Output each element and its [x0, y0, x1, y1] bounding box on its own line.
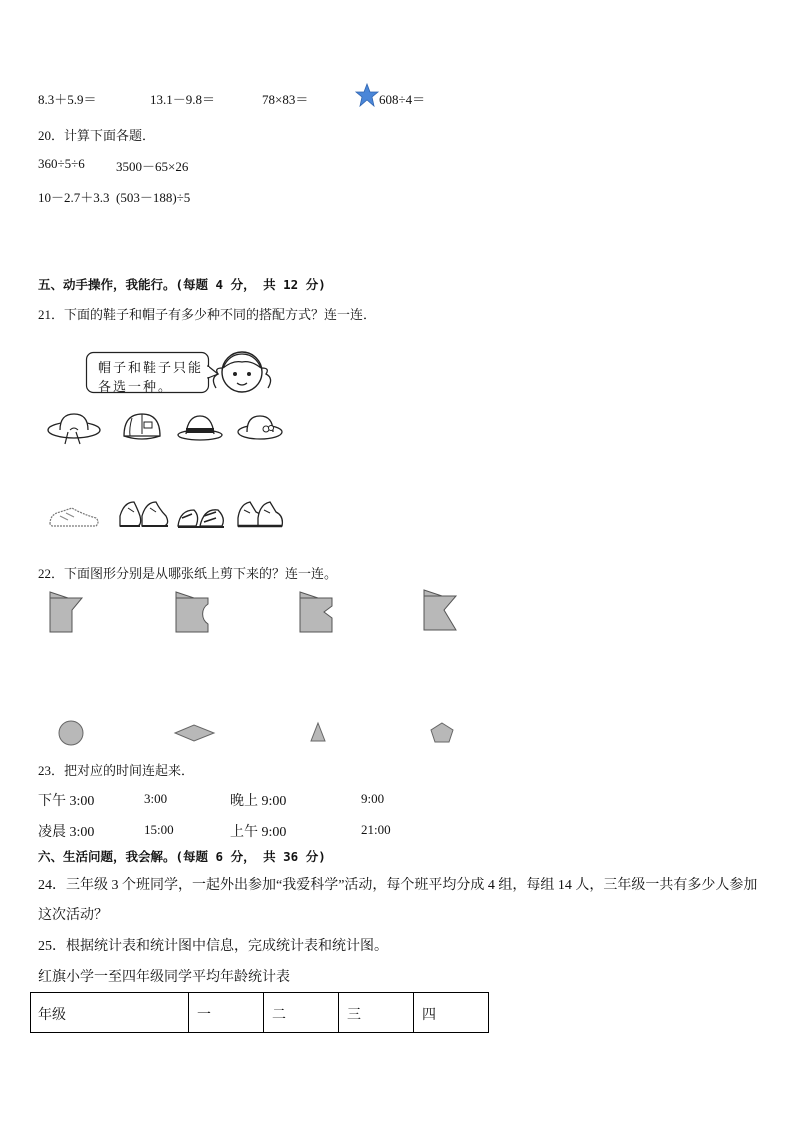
- rhombus-shape: [174, 724, 216, 744]
- time-label: 晚上 9:00: [230, 794, 287, 809]
- table-header-cell: 四: [422, 1008, 436, 1023]
- table-header-cell: 三: [347, 1008, 361, 1023]
- q22-title: 22．下面图形分别是从哪张纸上剪下来的？连一连。: [38, 566, 338, 581]
- q25-title: 25．根据统计表和统计图中信息，完成统计表和统计图。: [38, 939, 388, 954]
- hat-icon-flower-hat: [236, 410, 284, 444]
- hat-icon-fedora: [176, 413, 224, 443]
- shoe-icon-boots: [116, 496, 172, 532]
- time-label: 3:00: [144, 791, 168, 806]
- q20-title: 20．计算下面各题．: [38, 128, 156, 143]
- q20-expr-4: (503－188)÷5: [116, 190, 191, 205]
- section-5-heading: 五、动手操作，我能行。(每题 4 分， 共 12 分): [38, 277, 326, 292]
- triangle-shape: [310, 722, 328, 744]
- circle-shape: [58, 720, 86, 748]
- shoe-icon-hiking-boots: [234, 496, 284, 532]
- expr-subtract: 13.1－9.8＝: [150, 92, 216, 107]
- time-label: 15:00: [144, 822, 174, 837]
- time-label: 21:00: [361, 822, 391, 837]
- time-label: 凌晨 3:00: [38, 825, 95, 840]
- hat-icon-cap: [118, 410, 164, 446]
- expr-divide: 608÷4＝: [379, 92, 426, 107]
- time-label: 下午 3:00: [38, 794, 95, 809]
- paper-cut-1: [48, 590, 86, 634]
- hat-icon-sunhat: [46, 410, 102, 446]
- q23-title: 23．把对应的时间连起来．: [38, 763, 195, 778]
- time-label: 上午 9:00: [230, 825, 287, 840]
- paper-cut-4: [422, 588, 460, 634]
- table-header-cell: 二: [272, 1008, 286, 1023]
- girl-icon: [210, 348, 274, 400]
- shoe-icon-sneaker: [46, 502, 102, 532]
- q20-expr-2: 3500－65×26: [116, 159, 189, 174]
- paper-cut-2: [174, 590, 212, 634]
- q20-expr-3: 10－2.7＋3.3: [38, 190, 110, 205]
- q24-line-1: 24．三年级 3 个班同学，一起外出参加“我爱科学”活动，每个班平均分成 4 组，每组 14 人，三年级一共有多少人参加: [38, 878, 758, 893]
- paper-cut-3: [298, 590, 336, 634]
- table-header-cell: 年级: [38, 1008, 66, 1023]
- star-icon: [355, 83, 379, 107]
- bubble-line-2: 各选一种。: [98, 380, 174, 395]
- expr-multiply: 78×83＝: [262, 92, 309, 107]
- time-label: 9:00: [361, 791, 385, 806]
- table-caption: 红旗小学一至四年级同学平均年龄统计表: [38, 970, 290, 985]
- table-header-cell: 一: [197, 1008, 211, 1023]
- bubble-line-1: 帽子和鞋子只能: [98, 361, 204, 376]
- q24-line-2: 这次活动？: [38, 908, 108, 923]
- expr-add: 8.3＋5.9＝: [38, 92, 97, 107]
- section-6-heading: 六、生活问题，我会解。(每题 6 分， 共 36 分): [38, 849, 326, 864]
- q21-title: 21．下面的鞋子和帽子有多少种不同的搭配方式？连一连．: [38, 307, 377, 322]
- shoe-icon-sandals: [174, 498, 230, 532]
- q20-expr-1: 360÷5÷6: [38, 156, 85, 171]
- pentagon-shape: [430, 722, 456, 744]
